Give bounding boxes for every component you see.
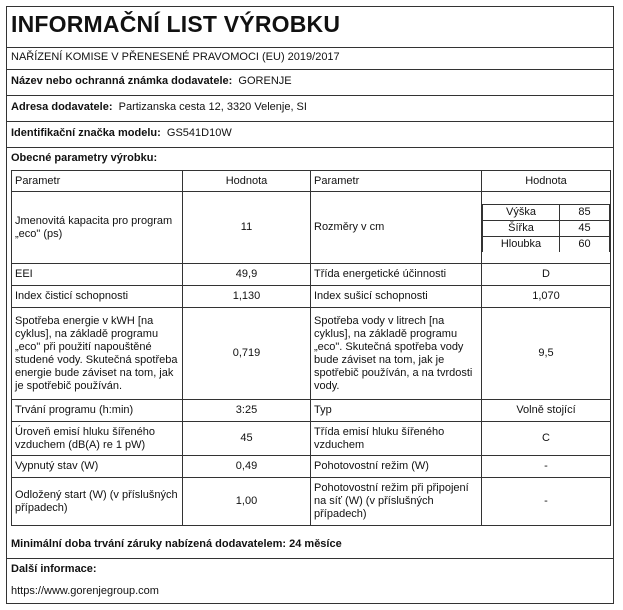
divider bbox=[7, 69, 613, 70]
water-consumption-value: 9,5 bbox=[482, 308, 611, 400]
table-row bbox=[12, 264, 611, 286]
capacity-label: Jmenovitá kapacita pro program „eco" (ps) bbox=[12, 192, 183, 264]
network-standby-label: Pohotovostní režim při připojení na síť (W) (v příslušných případech) bbox=[311, 478, 482, 526]
off-mode-label: Vypnutý stav (W) bbox=[12, 456, 183, 478]
dimensions-values bbox=[482, 192, 611, 264]
drying-index-label: Index sušicí schopnosti bbox=[311, 286, 482, 308]
dimensions-label: Rozměry v cm bbox=[311, 192, 482, 264]
dimensions-subtable bbox=[482, 204, 610, 252]
delay-start-value: 1,00 bbox=[183, 478, 311, 526]
page-title: INFORMAČNÍ LIST VÝROBKU bbox=[11, 11, 341, 37]
table-row bbox=[12, 192, 611, 264]
model-identifier-row bbox=[11, 127, 232, 139]
more-info-label: Další informace: bbox=[11, 563, 97, 575]
table-row bbox=[12, 400, 611, 422]
type-label: Typ bbox=[311, 400, 482, 422]
divider bbox=[7, 147, 613, 148]
noise-class-label: Třída emisí hluku šířeného vzduchem bbox=[311, 422, 482, 456]
network-standby-value: - bbox=[482, 478, 611, 526]
capacity-value: 11 bbox=[183, 192, 311, 264]
supplier-address-label: Adresa dodavatele: bbox=[11, 101, 113, 113]
dimension-row bbox=[483, 204, 610, 220]
model-identifier-label: Identifikační značka modelu: bbox=[11, 127, 161, 139]
program-duration-label: Trvání programu (h:min) bbox=[12, 400, 183, 422]
column-header-value-2: Hodnota bbox=[482, 171, 611, 192]
regulation-subtitle: NAŘÍZENÍ KOMISE V PŘENESENÉ PRAVOMOCI (EU) 2019/2017 bbox=[11, 51, 340, 63]
cleaning-index-value: 1,130 bbox=[183, 286, 311, 308]
drying-index-value: 1,070 bbox=[482, 286, 611, 308]
supplier-address-row bbox=[11, 101, 307, 113]
standby-value: - bbox=[482, 456, 611, 478]
energy-class-label: Třída energetické účinnosti bbox=[311, 264, 482, 286]
warranty-text: Minimální doba trvání záruky nabízená dodavatelem: 24 měsíce bbox=[11, 538, 342, 550]
supplier-address-value: Partizanska cesta 12, 3320 Velenje, SI bbox=[118, 101, 307, 113]
website-link[interactable]: https://www.gorenjegroup.com bbox=[11, 585, 159, 597]
model-identifier-value: GS541D10W bbox=[166, 127, 232, 139]
water-consumption-label: Spotřeba vody v litrech [na cyklus], na základě programu „eco". Skutečná spotřeba vody bude záviset na tom, jak je spotřebič používán, a na tvrdosti vody. bbox=[311, 308, 482, 400]
warranty-row bbox=[11, 538, 342, 550]
divider bbox=[7, 47, 613, 48]
table-row bbox=[12, 478, 611, 526]
table-header-row bbox=[12, 171, 611, 192]
dimension-row bbox=[483, 236, 610, 252]
divider bbox=[7, 121, 613, 122]
parameters-table bbox=[11, 170, 611, 526]
depth-label: Hloubka bbox=[483, 236, 560, 252]
column-header-parameter-2: Parametr bbox=[311, 171, 482, 192]
supplier-name-value: GORENJE bbox=[238, 75, 292, 87]
noise-level-value: 45 bbox=[183, 422, 311, 456]
section-title-text: Obecné parametry výrobku: bbox=[11, 152, 158, 164]
eei-label: EEI bbox=[12, 264, 183, 286]
width-label: Šířka bbox=[483, 220, 560, 236]
table-row bbox=[12, 286, 611, 308]
table-row bbox=[12, 308, 611, 400]
cleaning-index-label: Index čisticí schopnosti bbox=[12, 286, 183, 308]
column-header-value: Hodnota bbox=[183, 171, 311, 192]
supplier-name-label: Název nebo ochranná známka dodavatele: bbox=[11, 75, 233, 87]
off-mode-value: 0,49 bbox=[183, 456, 311, 478]
table-row bbox=[12, 422, 611, 456]
delay-start-label: Odložený start (W) (v příslušných případech) bbox=[12, 478, 183, 526]
noise-level-label: Úroveň emisí hluku šířeného vzduchem (dB(A) re 1 pW) bbox=[12, 422, 183, 456]
energy-consumption-label: Spotřeba energie v kWH [na cyklus], na základě programu „eco" při použití napouštěné studené vody. Skutečná spotřeba energie bude záviset na tom, jak je spotřebič používán. bbox=[12, 308, 183, 400]
dimension-row bbox=[483, 220, 610, 236]
energy-consumption-value: 0,719 bbox=[183, 308, 311, 400]
section-title bbox=[11, 152, 157, 164]
column-header-parameter: Parametr bbox=[12, 171, 183, 192]
more-info-row bbox=[11, 563, 97, 575]
depth-value: 60 bbox=[560, 236, 610, 252]
divider bbox=[7, 558, 613, 559]
energy-class-value: D bbox=[482, 264, 611, 286]
standby-label: Pohotovostní režim (W) bbox=[311, 456, 482, 478]
product-information-sheet bbox=[6, 6, 614, 604]
table-row bbox=[12, 456, 611, 478]
width-value: 45 bbox=[560, 220, 610, 236]
program-duration-value: 3:25 bbox=[183, 400, 311, 422]
type-value: Volně stojící bbox=[482, 400, 611, 422]
height-value: 85 bbox=[560, 204, 610, 220]
noise-class-value: C bbox=[482, 422, 611, 456]
supplier-name-row bbox=[11, 75, 292, 87]
divider bbox=[7, 95, 613, 96]
eei-value: 49,9 bbox=[183, 264, 311, 286]
height-label: Výška bbox=[483, 204, 560, 220]
